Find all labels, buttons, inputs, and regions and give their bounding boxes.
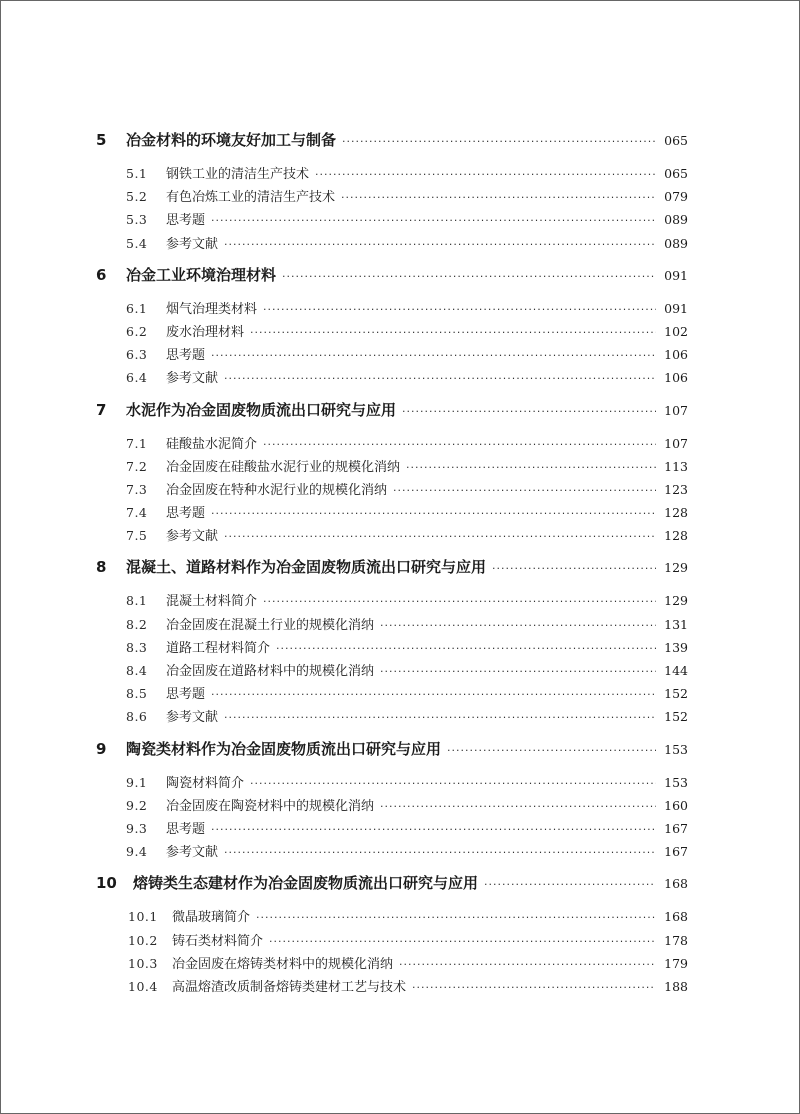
section-page-number: 106 [664,370,688,386]
chapter-number: 8 [96,558,107,577]
section-number: 5.1 [126,166,148,181]
dot-leader [224,706,656,729]
dot-leader [211,683,656,706]
section-number: 6.2 [126,323,148,339]
section-page-number: 129 [664,593,688,609]
section-number: 8.3 [126,639,148,655]
section-title: 参考文献 [166,529,219,545]
section-entry[interactable] [126,232,688,255]
section-entry[interactable] [126,432,688,455]
chapter-entry[interactable] [96,733,688,765]
section-number: 6.4 [126,370,148,386]
chapter-number: 6 [96,265,107,284]
section-title: 思考题 [166,348,206,364]
section-title: 思考题 [166,213,206,229]
dot-leader [256,906,656,929]
section-title: 思考题 [166,506,206,522]
chapter-page-number: 107 [664,402,688,418]
dot-leader [484,869,656,901]
section-number: 5.2 [126,189,148,205]
section-number: 9.4 [126,844,148,860]
chapter-title: 冶金材料的环境友好加工与制备 [126,131,337,149]
chapter-title: 混凝土、道路材料作为冶金固废物质流出口研究与应用 [126,558,487,577]
dot-leader [342,126,656,158]
section-entry[interactable] [126,840,688,863]
dot-leader [224,841,656,864]
chapter-number: 5 [96,131,107,149]
dot-leader [224,233,656,256]
chapter-number: 10 [96,874,117,893]
section-entry[interactable] [128,952,688,975]
section-entry[interactable] [126,478,688,501]
dot-leader [393,479,656,502]
section-title: 参考文献 [166,710,219,726]
chapter-entry[interactable] [96,551,688,583]
dot-leader [412,976,656,999]
section-page-number: 089 [664,235,688,251]
dot-leader [315,163,656,186]
section-number: 8.1 [126,593,148,609]
section-list [96,291,688,394]
chapter-title: 水泥作为冶金固废物质流出口研究与应用 [126,400,397,419]
section-list [96,899,688,1002]
section-number: 5.4 [126,235,148,251]
section-title: 冶金固废在硅酸盐水泥行业的规模化消纳 [166,459,401,475]
section-page-number: 167 [664,844,688,860]
section-number: 8.4 [126,663,148,678]
section-title: 道路工程材料简介 [166,640,271,656]
section-page-number: 139 [664,639,688,655]
dot-leader [282,261,656,293]
table-of-contents [96,124,688,1002]
section-number: 7.5 [126,528,148,544]
section-title: 参考文献 [166,236,219,252]
section-title: 废水治理材料 [166,324,245,340]
section-entry[interactable] [126,589,688,612]
dot-leader [492,553,656,585]
section-page-number: 106 [664,347,688,363]
section-entry[interactable] [126,185,688,208]
section-list [96,583,688,732]
section-title: 冶金固废在特种水泥行业的规模化消纳 [166,482,388,498]
section-entry[interactable] [126,705,688,728]
section-page-number: 160 [664,797,688,813]
section-entry[interactable] [128,929,688,952]
section-title: 微晶玻璃简介 [172,910,251,926]
section-entry[interactable] [128,905,688,928]
dot-leader [399,953,656,976]
section-page-number: 168 [664,909,688,925]
section-number: 10.2 [128,932,158,948]
dot-leader [269,930,656,953]
chapter-entry[interactable] [96,867,688,899]
section-entry[interactable] [126,320,688,343]
dot-leader [211,344,656,367]
section-number: 7.3 [126,481,148,497]
chapter-page-number: 065 [664,133,688,148]
section-entry[interactable] [126,343,688,366]
section-entry[interactable] [126,455,688,478]
section-number: 8.5 [126,686,148,702]
section-title: 有色冶炼工业的清洁生产技术 [166,190,336,206]
dot-leader [263,590,656,613]
section-entry[interactable] [126,794,688,817]
dot-leader [250,321,656,344]
section-page-number: 113 [664,458,688,474]
section-page-number: 079 [664,189,688,205]
section-page-number: 178 [664,932,688,948]
section-title: 思考题 [166,821,206,837]
section-title: 高温熔渣改质制备熔铸类建材工艺与技术 [172,979,407,995]
dot-leader [447,735,656,767]
section-entry[interactable] [126,636,688,659]
section-title: 硅酸盐水泥简介 [166,436,258,452]
section-number: 6.1 [126,300,148,316]
section-number: 7.1 [126,435,148,451]
chapter-entry[interactable] [96,259,688,291]
section-entry[interactable] [126,817,688,840]
section-list [96,426,688,552]
section-number: 9.3 [126,820,148,836]
dot-leader [341,186,656,209]
section-page-number: 144 [664,663,688,678]
section-page-number: 152 [664,686,688,702]
chapter-page-number: 168 [664,876,688,892]
dot-leader [380,795,656,818]
dot-leader [250,772,656,795]
chapter-entry[interactable] [96,394,688,426]
section-page-number: 089 [664,212,688,228]
dot-leader [263,298,656,321]
section-list [96,765,688,868]
section-number: 7.2 [126,458,148,474]
section-entry[interactable] [126,659,688,682]
dot-leader [276,637,656,660]
section-page-number: 091 [664,300,688,316]
section-page-number: 167 [664,820,688,836]
section-title: 冶金固废在熔铸类材料中的规模化消纳 [172,956,394,972]
dot-leader [211,818,656,841]
section-number: 7.4 [126,505,148,521]
dot-leader [211,502,656,525]
chapter-page-number: 153 [664,741,688,757]
section-entry[interactable] [126,501,688,524]
section-number: 10.1 [128,909,158,925]
section-page-number: 065 [664,166,688,181]
section-entry[interactable] [126,613,688,636]
section-page-number: 128 [664,528,688,544]
dot-leader [402,396,656,428]
dot-leader [380,660,656,683]
section-page-number: 128 [664,505,688,521]
section-number: 5.3 [126,212,148,228]
section-entry[interactable] [126,366,688,389]
section-number: 8.2 [126,616,148,632]
section-title: 钢铁工业的清洁生产技术 [166,167,310,182]
section-number: 10.3 [128,955,158,971]
section-page-number: 107 [664,435,688,451]
section-page-number: 153 [664,774,688,790]
chapter-number: 7 [96,400,107,419]
chapter-page-number: 091 [664,267,688,283]
chapter-entry[interactable] [96,124,688,156]
section-number: 10.4 [128,978,158,994]
section-title: 冶金固废在陶瓷材料中的规模化消纳 [166,798,375,814]
section-page-number: 131 [664,616,688,632]
dot-leader [380,614,656,637]
section-number: 9.2 [126,797,148,813]
section-title: 冶金固废在混凝土行业的规模化消纳 [166,617,375,633]
section-title: 烟气治理类材料 [166,301,258,317]
dot-leader [406,456,656,479]
section-list [96,156,688,259]
section-page-number: 188 [664,978,688,994]
section-entry[interactable] [126,682,688,705]
dot-leader [263,433,656,456]
section-number: 6.3 [126,347,148,363]
section-number: 8.6 [126,709,148,725]
section-title: 冶金固废在道路材料中的规模化消纳 [166,664,375,679]
dot-leader [224,367,656,390]
section-title: 铸石类材料简介 [172,933,264,949]
chapter-number: 9 [96,739,107,758]
section-page-number: 152 [664,709,688,725]
chapter-title: 熔铸类生态建材作为冶金固废物质流出口研究与应用 [133,874,479,893]
chapter-title: 冶金工业环境治理材料 [126,265,277,284]
dot-leader [224,525,656,548]
dot-leader [211,209,656,232]
section-title: 参考文献 [166,371,219,387]
section-entry[interactable] [128,975,688,998]
section-title: 混凝土材料简介 [166,594,258,610]
section-title: 陶瓷材料简介 [166,775,245,791]
section-entry[interactable] [126,771,688,794]
section-entry[interactable] [126,162,688,185]
section-page-number: 102 [664,323,688,339]
chapter-title: 陶瓷类材料作为冶金固废物质流出口研究与应用 [126,739,442,758]
section-title: 思考题 [166,687,206,703]
section-number: 9.1 [126,774,148,790]
section-entry[interactable] [126,208,688,231]
section-title: 参考文献 [166,845,219,861]
section-page-number: 123 [664,481,688,497]
section-page-number: 179 [664,955,688,971]
section-entry[interactable] [126,524,688,547]
section-entry[interactable] [126,297,688,320]
chapter-page-number: 129 [664,560,688,576]
